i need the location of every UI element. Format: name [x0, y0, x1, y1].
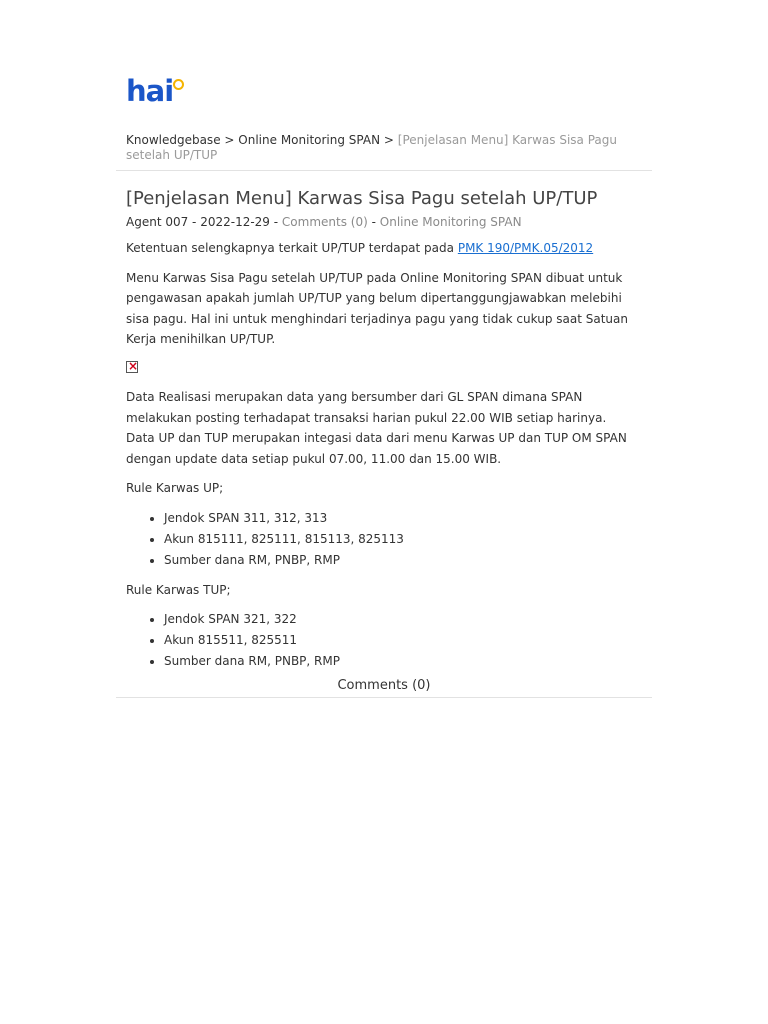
pmk-link[interactable]: PMK 190/PMK.05/2012: [457, 241, 594, 255]
article-title: [Penjelasan Menu] Karwas Sisa Pagu setelah UP/TUP: [126, 188, 598, 209]
broken-image: [126, 359, 632, 388]
breadcrumb-root[interactable]: Knowledgebase: [126, 133, 221, 147]
list-item: • Akun 815111, 825111, 815113, 825113: [164, 529, 632, 550]
breadcrumb-category[interactable]: Online Monitoring SPAN: [238, 133, 381, 147]
list-item: • Sumber dana RM, PNBP, RMP: [164, 550, 632, 571]
category-link[interactable]: Online Monitoring SPAN: [379, 215, 522, 229]
broken-image-icon: [126, 361, 138, 373]
article-author-date: Agent 007 - 2022-12-29 -: [126, 215, 279, 229]
list-item: • Jendok SPAN 321, 322: [164, 609, 632, 630]
list-item: • Jendok SPAN 311, 312, 313: [164, 508, 632, 529]
logo-dot-icon: [173, 79, 184, 90]
rule-tup-list: [126, 609, 632, 672]
list-item: • Akun 815511, 825511: [164, 630, 632, 651]
breadcrumb-separator: >: [224, 133, 235, 147]
intro-text: Ketentuan selengkapnya terkait UP/TUP terdapat pada: [126, 241, 454, 255]
breadcrumb-separator: >: [383, 133, 394, 147]
rule-up-list: [126, 508, 632, 571]
meta-separator: -: [371, 215, 376, 229]
paragraph-2: Data Realisasi merupakan data yang bersumber dari GL SPAN dimana SPAN melakukan posting terhadapat transaksi harian pukul 22.00 WIB setiap harinya. Data UP dan TUP merupakan integasi data dari menu Karwas UP dan TUP OM SPAN dengan update data setiap pukul 07.00, 11.00 dan 15.00 WIB.: [126, 390, 627, 466]
article-meta: [126, 214, 522, 231]
rule-up-label: Rule Karwas UP;: [126, 481, 224, 495]
header-divider: [116, 170, 652, 171]
comments-divider: [116, 697, 652, 698]
breadcrumb: [126, 133, 646, 163]
breadcrumb-current: [Penjelasan Menu] Karwas Sisa Pagu setelah UP/TUP: [126, 133, 617, 162]
brand-logo[interactable]: [126, 76, 184, 106]
logo-text: hai: [126, 74, 174, 108]
rule-tup-label: Rule Karwas TUP;: [126, 582, 231, 597]
comments-link[interactable]: Comments (0): [281, 215, 368, 229]
intro-paragraph: [126, 238, 632, 259]
comments-heading: Comments (0): [337, 678, 431, 693]
article-content: [126, 238, 632, 681]
list-item: • Sumber dana RM, PNBP, RMP: [164, 651, 632, 672]
paragraph-1: Menu Karwas Sisa Pagu setelah UP/TUP pada Online Monitoring SPAN dibuat untuk pengawasan apakah jumlah UP/TUP yang belum dipertanggungjawabkan melebihi sisa pagu. Hal ini untuk menghindari terjadinya pagu yang tidak cukup saat Satuan Kerja menihilkan UP/TUP.: [126, 270, 628, 346]
